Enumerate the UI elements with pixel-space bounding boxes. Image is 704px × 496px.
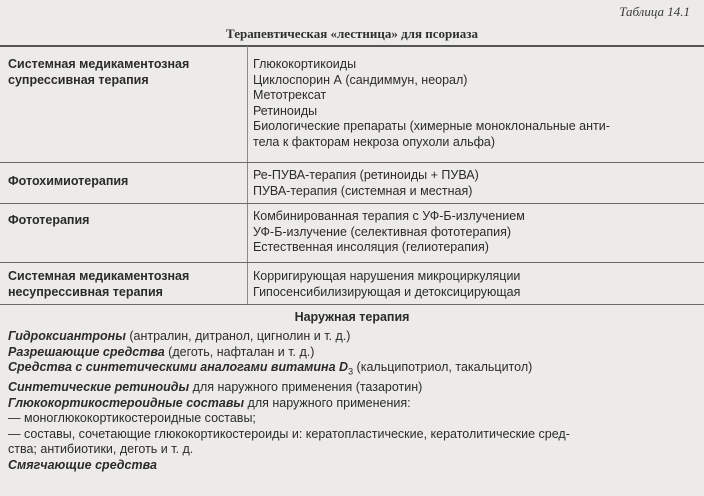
list-item: — составы, сочетающие глюкокортикостероиды и: кератопластические, кератолитические сред-	[8, 426, 570, 441]
row-item: Биологические препараты (химерные моноклональные анти-	[253, 119, 610, 133]
row-item: ПУВА-терапия (системная и местная)	[253, 183, 473, 198]
row-item: Ре-ПУВА-терапия (ретиноиды + ПУВА)	[253, 168, 479, 182]
row-item: УФ-Б-излучение (селективная фототерапия)	[253, 224, 512, 239]
table-title: Терапевтическая «лестница» для псориаза	[226, 26, 478, 41]
list-item: ства; антибиотики, деготь и т. д.	[8, 442, 194, 456]
row-category: Фотохимиотерапия	[8, 174, 129, 188]
table-number: Таблица 14.1	[619, 4, 690, 19]
list-item: Гидроксиантроны (антралин, дитранол, цигнолин и т. д.)	[8, 329, 351, 343]
list-item: Синтетические ретиноиды для наружного применения (тазаротин)	[8, 380, 423, 394]
row-item: Естественная инсоляция (гелиотерапия)	[253, 240, 489, 254]
row-divider	[0, 203, 704, 204]
row-category: Фототерапия	[8, 213, 90, 227]
row-item: Метотрексат	[253, 88, 327, 102]
column-divider	[247, 46, 248, 304]
row-divider	[0, 162, 704, 163]
row-item: Корригирующая нарушения микроциркуляции	[253, 269, 521, 283]
row-category: Системная медикаментозная несупрессивная терапия	[8, 269, 190, 299]
row-item: тела к факторам некроза опухоли альфа)	[253, 134, 496, 149]
row-items	[253, 57, 693, 150]
row-item: Глюкокортикоиды	[253, 57, 357, 71]
list-item: Средства с синтетическими аналогами витамина $D_3$ (кальципотриол, такальцитол)	[8, 360, 533, 377]
row-items	[253, 168, 693, 199]
row-items	[253, 269, 693, 300]
row-item: Ретиноиды	[253, 103, 318, 118]
row-item: Гипосенсибилизирующая и детоксицирующая	[253, 284, 521, 299]
row-item: Комбинированная терапия с УФ-Б-излучением	[253, 209, 525, 223]
external-therapy-list	[8, 329, 698, 473]
row-divider	[0, 304, 704, 305]
list-item: — моноглюкокортикостероидные составы;	[8, 411, 256, 425]
row-category: Системная медикаментозная супрессивная терапия	[8, 57, 190, 87]
section-heading: Наружная терапия	[294, 310, 410, 324]
list-item: Смягчающие средства	[8, 457, 157, 472]
list-item: Разрешающие средства (деготь, нафталан и т. д.)	[8, 344, 315, 359]
row-divider	[0, 262, 704, 263]
list-item: Глюкокортикостероидные составы для наружного применения:	[8, 395, 411, 410]
table-top-rule	[0, 45, 704, 47]
row-item: Циклоспорин А (сандиммун, неорал)	[253, 72, 468, 87]
row-items	[253, 209, 693, 256]
